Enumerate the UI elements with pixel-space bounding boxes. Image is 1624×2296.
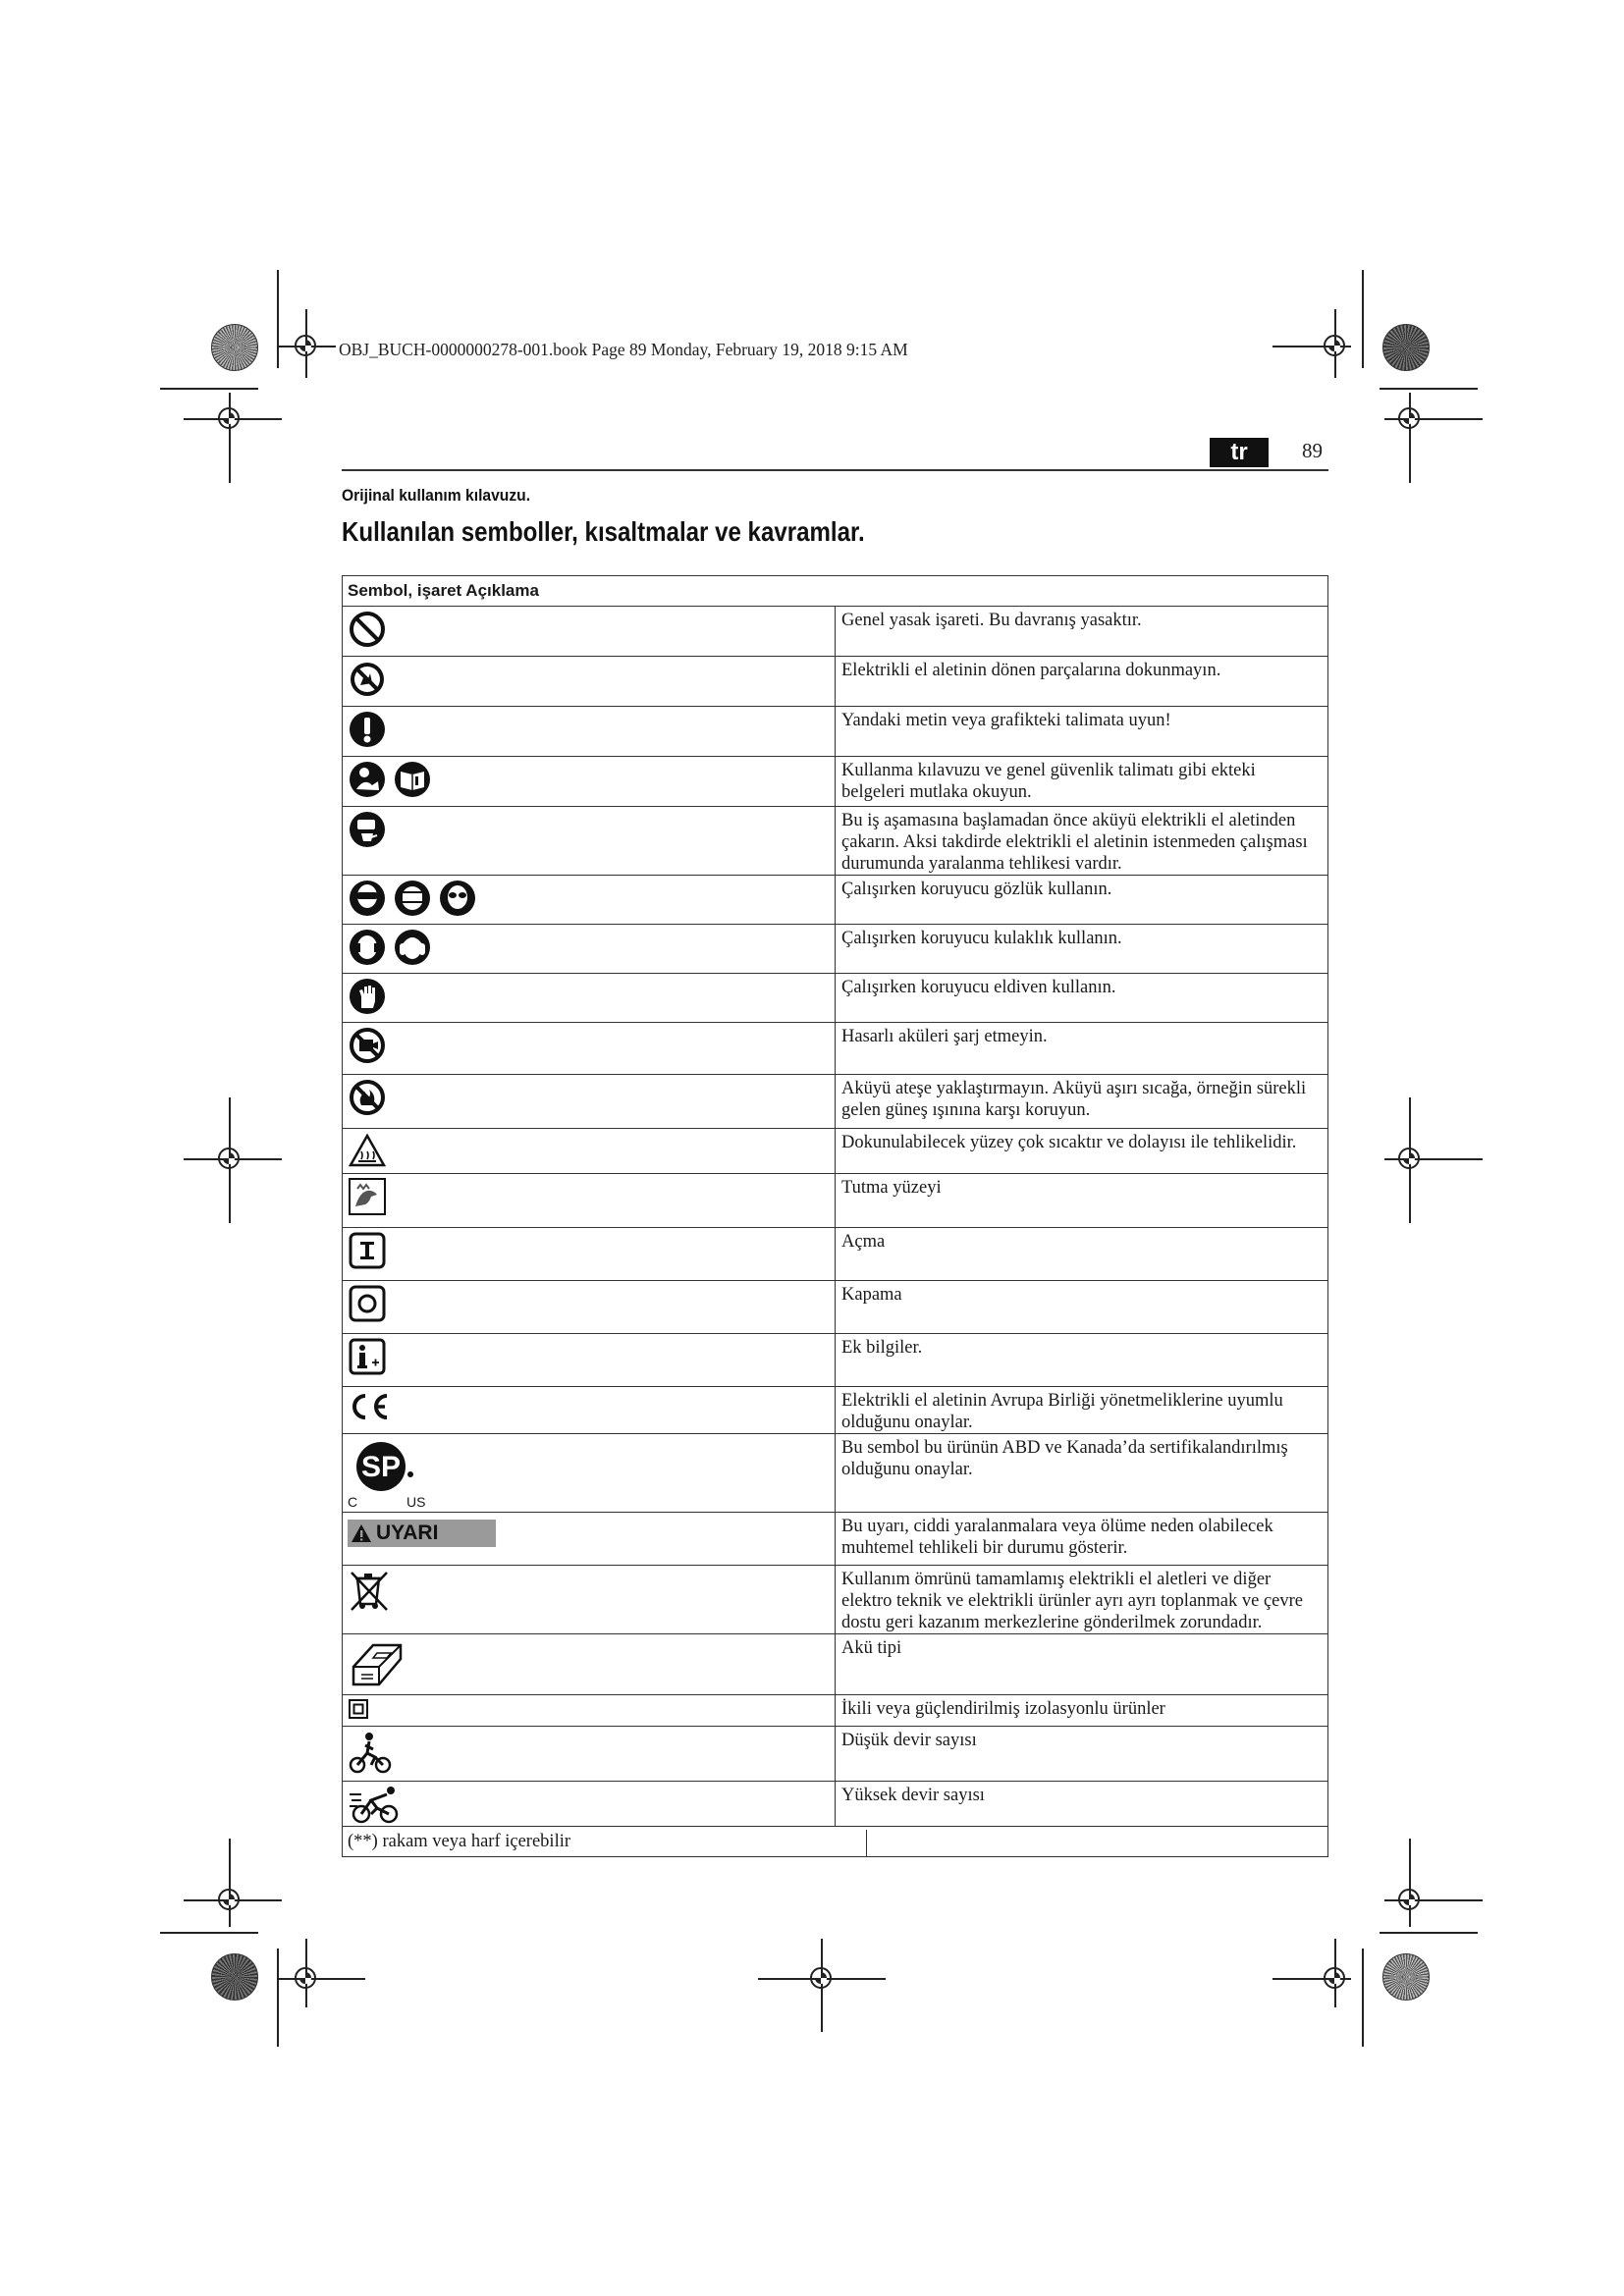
row-description: Tutma yüzeyi <box>836 1174 1328 1228</box>
csa-us-label: US <box>406 1494 426 1510</box>
row-description: Aküyü ateşe yaklaştırmayın. Aküyü aşırı sıcağa, örneğin sürekli gelen güneş ışınına karşı koruyun. <box>836 1075 1328 1129</box>
table-row <box>343 1129 1328 1174</box>
warning-banner-label: UYARI <box>376 1522 439 1544</box>
row-description: Düşük devir sayısı <box>836 1727 1328 1782</box>
row-description: Dokunulabilecek yüzey çok sıcaktır ve dolayısı ile tehlikelidir. <box>836 1129 1328 1174</box>
table-row <box>343 1434 1328 1513</box>
face-shield-icon <box>393 879 432 918</box>
table-row <box>343 1334 1328 1387</box>
no-fire-battery-icon <box>348 1078 387 1117</box>
row-description: Elektrikli el aletinin dönen parçalarına dokunmayın. <box>836 657 1328 707</box>
ear-muffs-icon <box>393 928 432 967</box>
row-description: Açma <box>836 1228 1328 1281</box>
no-charge-damaged-battery-icon <box>348 1026 387 1065</box>
row-description: Bu iş aşamasına başlamadan önce aküyü elektrikli el aletinden çakarın. Aksi takdirde elektrikli el aletinin istenmeden çalışması durumunda yaralanma tehlikesi vardır. <box>836 807 1328 876</box>
crop-target-icon <box>295 335 316 356</box>
table-header: Sembol, işaret Açıklama <box>343 576 1328 607</box>
warning-banner-icon <box>348 1520 496 1547</box>
footnote-text: (**) rakam veya harf içerebilir <box>348 1831 571 1851</box>
row-description: Çalışırken koruyucu eldiven kullanın. <box>836 974 1328 1023</box>
table-row <box>343 876 1328 925</box>
safety-goggles-icon <box>348 879 387 918</box>
csa-c-label: C <box>348 1494 358 1510</box>
table-row <box>343 925 1328 974</box>
header-rule <box>342 469 1328 471</box>
table-row <box>343 1782 1328 1827</box>
crop-target-icon <box>1398 407 1420 429</box>
table-row <box>343 1387 1328 1434</box>
row-description: Elektrikli el aletinin Avrupa Birliği yönetmeliklerine uyumlu olduğunu onaylar. <box>836 1387 1328 1434</box>
document-subtitle: Orijinal kullanım kılavuzu. <box>342 486 531 505</box>
table-row <box>343 1075 1328 1129</box>
prohibition-icon <box>348 610 387 649</box>
remove-battery-icon <box>348 810 387 849</box>
color-bar-icon <box>211 324 258 371</box>
table-row <box>343 607 1328 657</box>
crop-target-icon <box>218 1148 240 1169</box>
table-row <box>343 1695 1328 1727</box>
read-manual-person-icon <box>348 760 387 799</box>
row-description: Kullanma kılavuzu ve genel güvenlik talimatı gibi ekteki belgeleri mutlaka okuyun. <box>836 757 1328 807</box>
mandatory-exclamation-icon <box>348 710 387 749</box>
color-bar-icon <box>1382 1953 1430 2001</box>
grip-surface-icon <box>348 1177 387 1216</box>
table-footnote-row <box>343 1827 1328 1857</box>
table-row <box>343 657 1328 707</box>
row-description: Akü tipi <box>836 1634 1328 1695</box>
row-description: Hasarlı aküleri şarj etmeyin. <box>836 1023 1328 1075</box>
table-row <box>343 807 1328 876</box>
table-row <box>343 1727 1328 1782</box>
csa-mark-icon <box>353 1439 418 1498</box>
warning-triangle-icon <box>351 1523 372 1543</box>
read-manual-book-icon <box>393 760 432 799</box>
table-row <box>343 1228 1328 1281</box>
battery-pack-icon <box>348 1637 408 1692</box>
table-row <box>343 974 1328 1023</box>
table-row <box>343 1281 1328 1334</box>
hot-surface-warning-icon <box>348 1132 387 1169</box>
row-description: Yandaki metin veya grafikteki talimata uyun! <box>836 707 1328 757</box>
row-description: Kapama <box>836 1281 1328 1334</box>
document-title: Kullanılan semboller, kısaltmalar ve kavramlar. <box>342 516 865 547</box>
no-touch-rotating-parts-icon <box>348 660 387 699</box>
color-bar-icon <box>211 1953 258 2001</box>
row-description: Kullanım ömrünü tamamlamış elektrikli el aletleri ve diğer elektro teknik ve elektrikli ürünler ayrı ayrı toplanmak ve çevre dostu geri kazanım merkezlerine gönderilmek zorundadır. <box>836 1566 1328 1634</box>
high-speed-cyclist-icon <box>348 1785 403 1826</box>
row-description: Bu uyarı, ciddi yaralanmalara veya ölüme neden olabilecek muhtemel tehlikeli bir durumu gösterir. <box>836 1513 1328 1566</box>
weee-bin-icon <box>348 1569 391 1614</box>
row-description: Yüksek devir sayısı <box>836 1782 1328 1827</box>
table-header-row <box>343 576 1328 607</box>
ear-plugs-icon <box>348 928 387 967</box>
book-slug-header: OBJ_BUCH-0000000278-001.book Page 89 Monday, February 19, 2018 9:15 AM <box>339 340 908 359</box>
row-description: Ek bilgiler. <box>836 1334 1328 1387</box>
row-description: Genel yasak işareti. Bu davranış yasaktır. <box>836 607 1328 657</box>
symbols-table <box>342 575 1328 1857</box>
ce-mark-icon <box>348 1390 393 1423</box>
crop-target-icon <box>295 1967 316 1989</box>
additional-info-icon <box>348 1337 387 1376</box>
low-speed-cyclist-icon <box>348 1730 395 1777</box>
row-description: İkili veya güçlendirilmiş izolasyonlu ürünler <box>836 1695 1328 1727</box>
row-description: Çalışırken koruyucu gözlük kullanın. <box>836 876 1328 925</box>
gloves-icon <box>348 977 387 1016</box>
safety-glasses-icon <box>438 879 477 918</box>
column-divider <box>866 1830 868 1857</box>
row-description: Bu sembol bu ürünün ABD ve Kanada’da sertifikalandırılmış olduğunu onaylar. <box>836 1434 1328 1513</box>
power-off-icon <box>348 1284 387 1323</box>
power-on-icon <box>348 1231 387 1270</box>
row-description: Çalışırken koruyucu kulaklık kullanın. <box>836 925 1328 974</box>
crop-target-icon <box>1324 335 1345 356</box>
language-tab: tr <box>1210 438 1269 467</box>
crop-target-icon <box>218 1889 240 1910</box>
crop-target-icon <box>218 407 240 429</box>
crop-target-icon <box>1398 1889 1420 1910</box>
page-number: 89 <box>1302 439 1323 462</box>
crop-target-icon <box>810 1967 832 1989</box>
table-row <box>343 1513 1328 1566</box>
table-row <box>343 707 1328 757</box>
table-row <box>343 1023 1328 1075</box>
double-insulation-icon <box>348 1698 369 1720</box>
table-row <box>343 757 1328 807</box>
crop-target-icon <box>1324 1967 1345 1989</box>
table-footnote <box>343 1827 1328 1857</box>
crop-target-icon <box>1398 1148 1420 1169</box>
svg-text:SP: SP <box>360 1451 402 1483</box>
table-row <box>343 1174 1328 1228</box>
color-bar-icon <box>1382 324 1430 371</box>
table-row <box>343 1566 1328 1634</box>
table-row <box>343 1634 1328 1695</box>
